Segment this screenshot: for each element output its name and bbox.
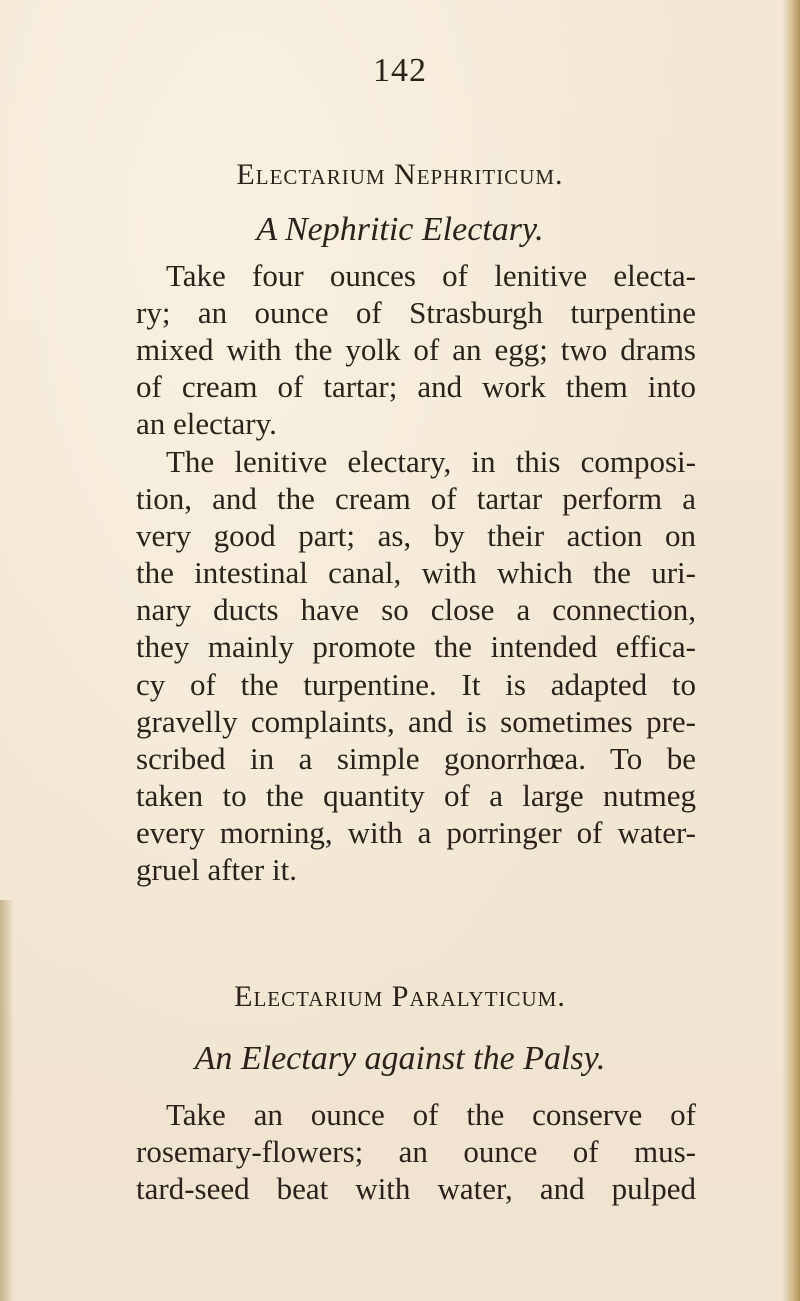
text-line: The lenitive electary, in this composi- (166, 444, 696, 479)
text-line: an electary. (136, 406, 277, 442)
text-line: rosemary-flowers; an ounce of mus- (136, 1134, 696, 1170)
text-line: every morning, with a porringer of water- (136, 814, 696, 850)
text-line: tard-seed beat with water, and pulped (136, 1171, 696, 1207)
text-line: they mainly promote the intended effica- (136, 629, 696, 665)
section-title: Electarium Paralyticum. (234, 980, 566, 1013)
text-line: cy of the turpentine. It is adapted to (136, 666, 696, 702)
text-line: the intestinal canal, with which the uri- (136, 555, 696, 591)
section-title: Electarium Nephriticum. (236, 158, 564, 191)
text-line: taken to the quantity of a large nutmeg (136, 777, 696, 813)
text-line: ry; an ounce of Strasburgh turpentine (136, 295, 696, 331)
section-subtitle: An Electary against the Palsy. (194, 1040, 606, 1077)
text-line: tion, and the cream of tartar perform a (136, 481, 696, 517)
section-subtitle: A Nephritic Electary. (256, 211, 544, 248)
text-line: of cream of tartar; and work them into (136, 369, 696, 405)
text-line: scribed in a simple gonorrhœa. To be (136, 740, 696, 776)
text-line: mixed with the yolk of an egg; two drams (136, 332, 696, 368)
text-line: Take four ounces of lenitive electa- (166, 258, 696, 293)
paragraph (136, 443, 696, 888)
text-line: Take an ounce of the conserve of (166, 1097, 696, 1132)
text-line: nary ducts have so close a connection, (136, 592, 696, 628)
paragraph (136, 1096, 696, 1207)
text-line: gravelly complaints, and is sometimes pre- (136, 703, 696, 739)
page-edge-shadow (782, 0, 800, 1301)
page-number: 142 (373, 52, 427, 89)
text-line: very good part; as, by their action on (136, 518, 696, 554)
paragraph (136, 257, 696, 442)
text-line: gruel after it. (136, 852, 297, 888)
page-edge-stain (0, 900, 14, 1301)
